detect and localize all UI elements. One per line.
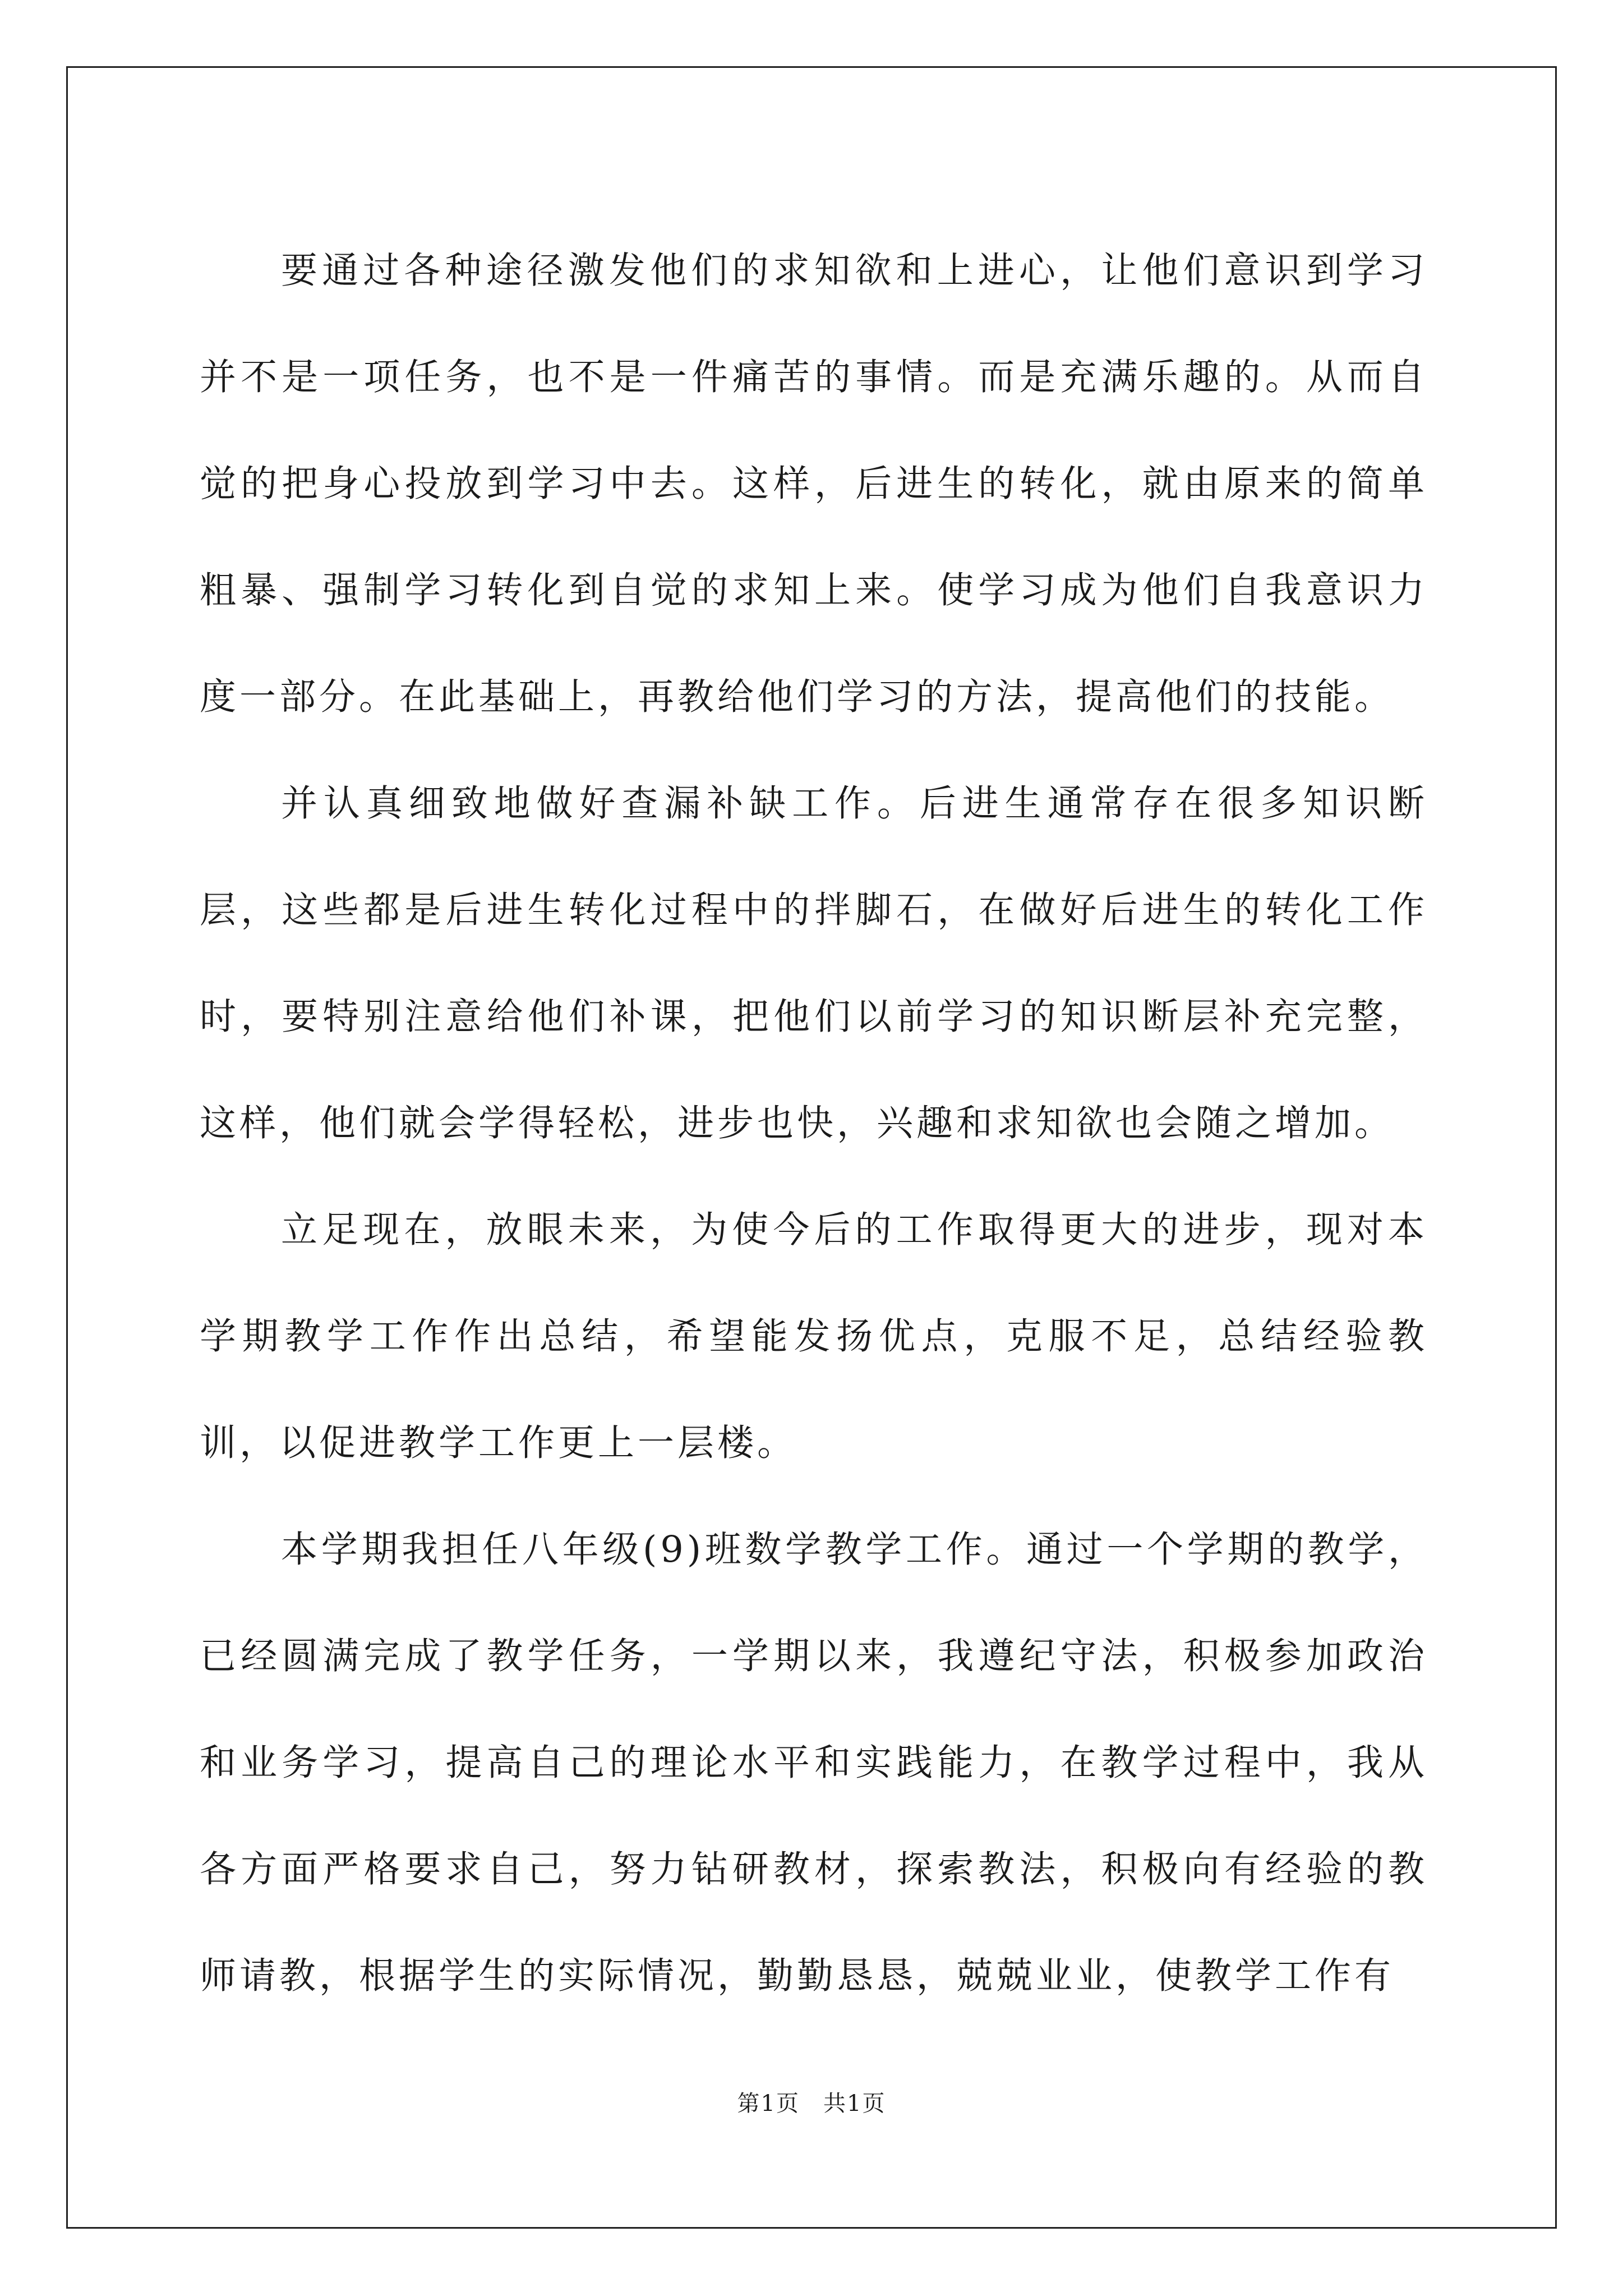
page-footer: 第1页 共1页 [737,2091,886,2116]
paragraph-1: 要通过各种途径激发他们的求知欲和上进心，让他们意识到学习并不是一项任务，也不是一件痛苦的事情。而是充满乐趣的。从而自觉的把身心投放到学习中去。这样，后进生的转化，就由原来的简单粗暴、强制学习转化到自觉的求知上来。使学习成为他们自我意识力度一部分。在此基础上，再教给他们学习的方法，提高他们的技能。 [200,250,1428,718]
paragraph-3: 立足现在，放眼未来，为使今后的工作取得更大的进步，现对本学期教学工作作出总结，希望能发扬优点，克服不足，总结经验教训，以促进教学工作更上一层楼。 [200,1209,1428,1464]
paragraph-4: 本学期我担任八年级(9)班数学教学工作。通过一个学期的教学，已经圆满完成了教学任务，一学期以来，我遵纪守法，积极参加政治和业务学习，提高自己的理论水平和实践能力，在教学过程中，我从各方面严格要求自己，努力钻研教材，探索教法，积极向有经验的教师请教，根据学生的实际情况，勤勤恳恳，兢兢业业，使教学工作有 [200,1529,1428,1997]
document-body [200,218,1428,2030]
paragraph-2: 并认真细致地做好查漏补缺工作。后进生通常存在很多知识断层，这些都是后进生转化过程中的拌脚石，在做好后进生的转化工作时，要特别注意给他们补课，把他们以前学习的知识断层补充完整，这样，他们就会学得轻松，进步也快，兴趣和求知欲也会随之增加。 [200,783,1428,1144]
